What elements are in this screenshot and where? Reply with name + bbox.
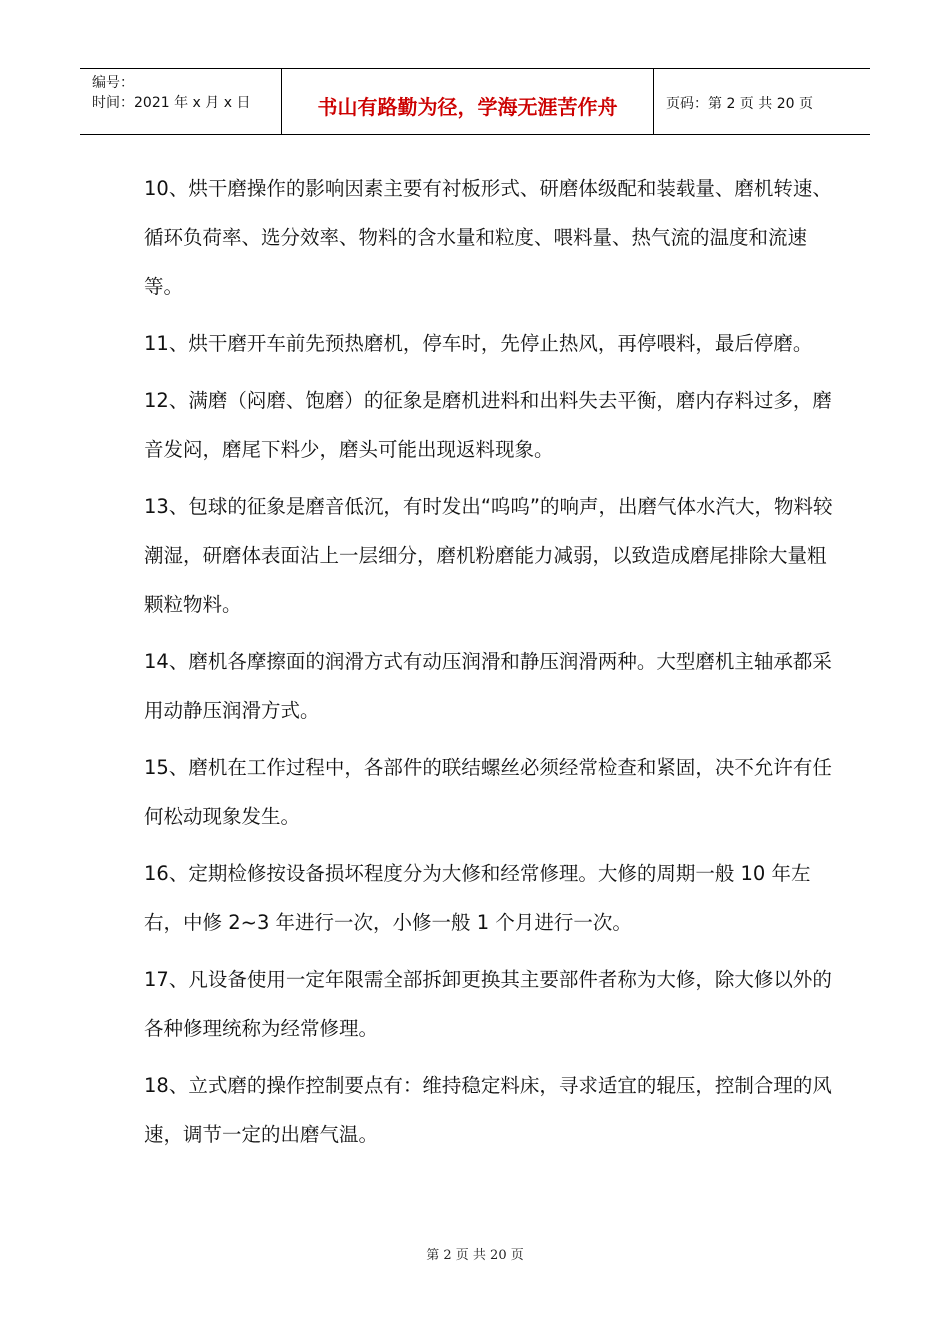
paragraph-18: 18、立式磨的操作控制要点有：维持稳定料床，寻求适宜的辊压，控制合理的风速，调节一定的出磨气温。 [144, 1074, 832, 1146]
paragraph-17: 17、凡设备使用一定年限需全部拆卸更换其主要部件者称为大修，除大修以外的各种修理统称为经常修理。 [144, 968, 832, 1040]
document-body [144, 164, 834, 1167]
paragraph-12: 12、满磨（闷磨、饱磨）的征象是磨机进料和出料失去平衡，磨内存料过多，磨音发闷，磨尾下料少，磨头可能出现返料现象。 [144, 389, 832, 461]
paragraph-16: 16、定期检修按设备损坏程度分为大修和经常修理。大修的周期一般 10 年左右，中修 2~3 年进行一次，小修一般 1 个月进行一次。 [144, 862, 811, 934]
page-footer: 第 2 页 共 20 页 [426, 1248, 524, 1263]
header-page-info: 页码：第 2 页 共 20 页 [666, 96, 813, 112]
paragraph-13: 13、包球的征象是磨音低沉，有时发出“呜呜”的响声，出磨气体水汽大，物料较潮湿，研磨体表面沾上一层细分，磨机粉磨能力减弱，以致造成磨尾排除大量粗颗粒物料。 [144, 495, 833, 616]
header-meta [80, 69, 282, 134]
paragraph-10: 10、烘干磨操作的影响因素主要有衬板形式、研磨体级配和装载量、磨机转速、循环负荷率、选分效率、物料的含水量和粒度、喂料量、热气流的温度和流速等。 [144, 177, 832, 298]
paragraph-15: 15、磨机在工作过程中，各部件的联结螺丝必须经常检查和紧固，决不允许有任何松动现象发生。 [144, 756, 832, 828]
paragraph-14: 14、磨机各摩擦面的润滑方式有动压润滑和静压润滑两种。大型磨机主轴承都采用动静压润滑方式。 [144, 650, 832, 722]
document-header [80, 68, 870, 135]
header-motto: 书山有路勤为径，学海无涯苦作舟 [282, 69, 654, 134]
header-number-label: 编号： [92, 75, 134, 91]
header-time-label: 时间：2021 年 x 月 x 日 [92, 95, 251, 111]
paragraph-11: 11、烘干磨开车前先预热磨机，停车时，先停止热风，再停喂料，最后停磨。 [144, 332, 813, 355]
